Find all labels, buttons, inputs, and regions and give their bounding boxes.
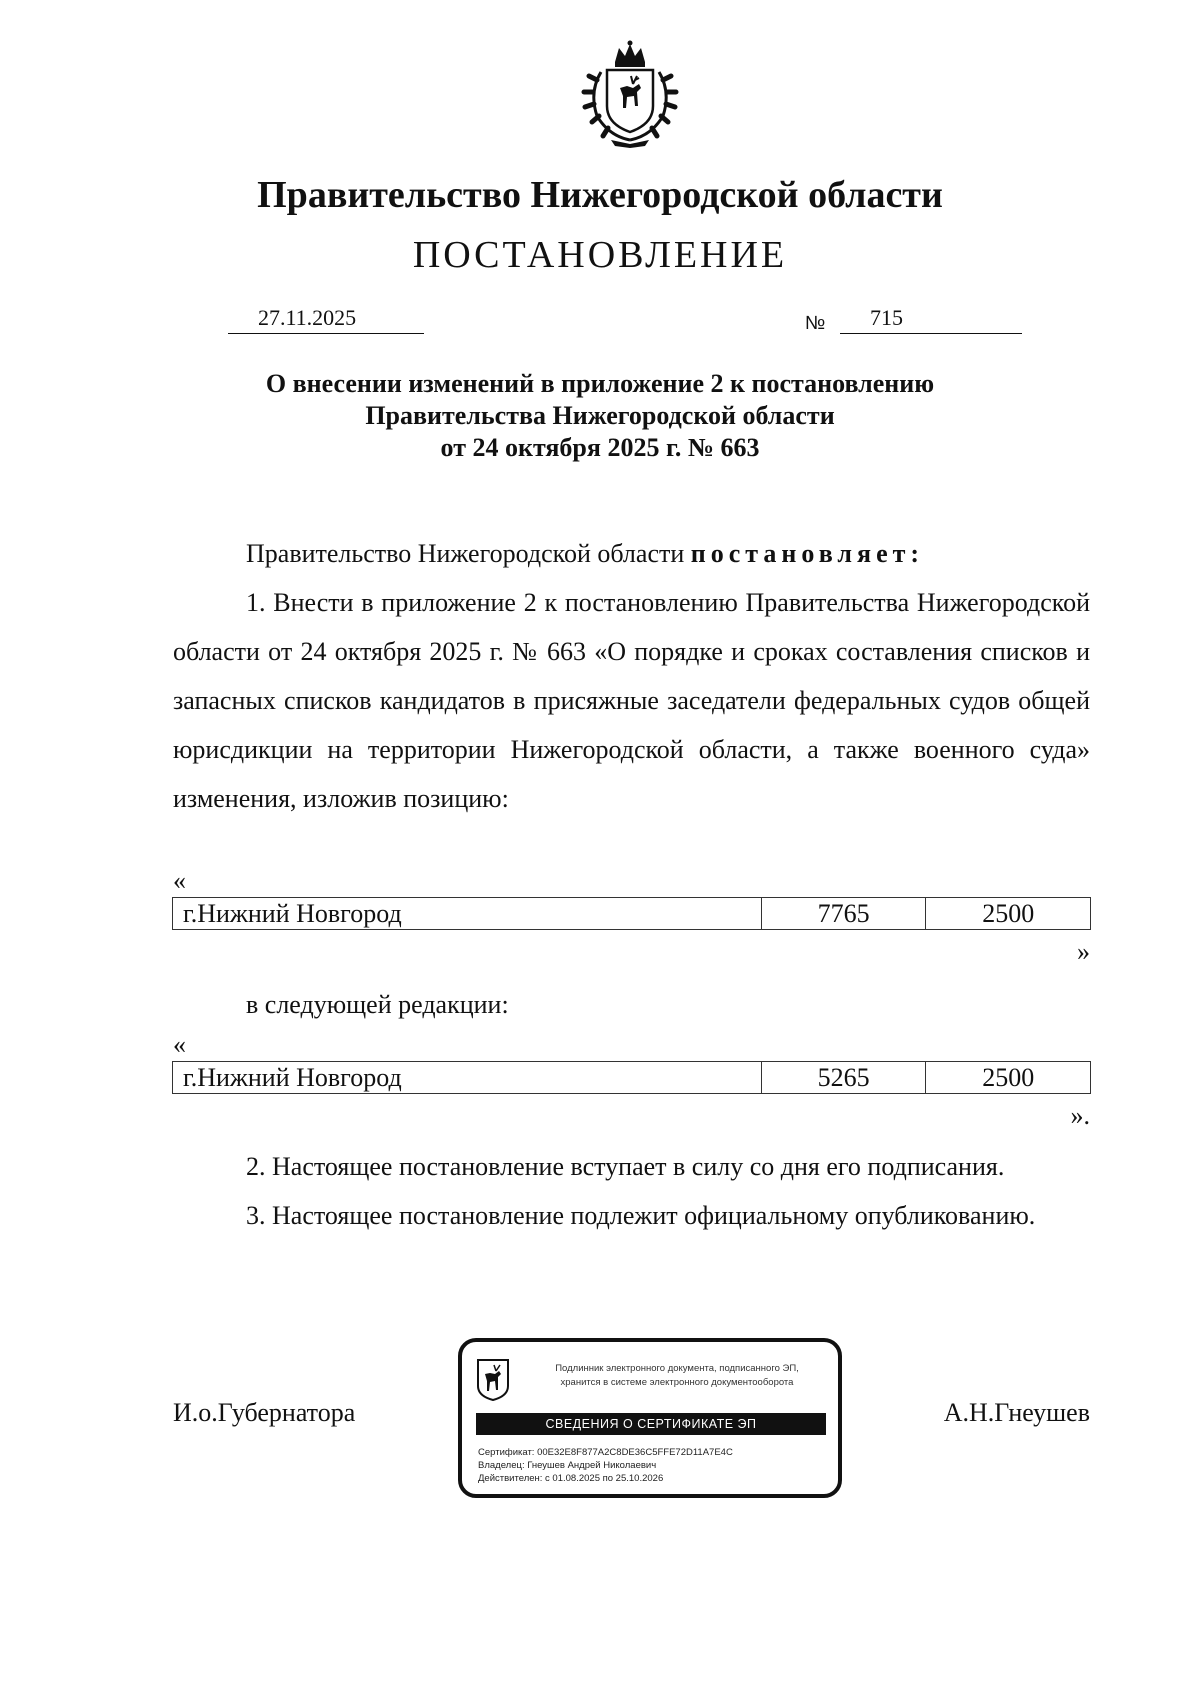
stamp-caption-line-1: Подлинник электронного документа, подписанного ЭП, [555, 1363, 799, 1374]
stamp-details [478, 1446, 733, 1485]
preamble-text: Правительство Нижегородской области [246, 539, 685, 568]
stamp-valid: Действителен: с 01.08.2025 по 25.10.2026 [478, 1473, 664, 1484]
new-quote-open: « [173, 1030, 186, 1059]
doc-date: 27.11.2025 [258, 305, 357, 330]
subject-line-2: Правительства Нижегородской области [365, 401, 835, 430]
new-position-table [172, 1061, 1091, 1094]
old-position-table [172, 897, 1091, 930]
doc-date-field [228, 303, 424, 334]
item-2-paragraph: 2. Настоящее постановление вступает в силу со дня его подписания. [246, 1152, 1005, 1181]
org-title: Правительство Нижегородской области [257, 174, 943, 216]
item-1-paragraph: 1. Внести в приложение 2 к постановлению Правительства Нижегородской области от 24 октября 2025 г. № 663 «О порядке и сроках составления списков и запасных списков кандидатов в присяжные заседатели федеральных судов общей юрисдикции на территории Нижегородской области, а также военного суда» изменения, изложив позицию: [173, 588, 1090, 813]
stamp-certificate: Сертификат: 00E32E8F877A2C8DE36C5FFE72D11A7E4C [478, 1447, 733, 1458]
old-row-name: г.Нижний Новгород [173, 898, 762, 930]
coat-of-arms-icon [476, 1358, 510, 1402]
number-sign: № [805, 313, 826, 334]
signer-name: А.Н.Гнеушев [943, 1398, 1090, 1427]
subject-line-1: О внесении изменений в приложение 2 к постановлению [265, 369, 935, 398]
preamble-paragraph [173, 529, 1090, 578]
old-row-value-2: 2500 [926, 898, 1091, 930]
doc-type-title: ПОСТАНОВЛЕНИЕ [412, 234, 788, 276]
coat-of-arms-emblem [575, 40, 685, 148]
new-quote-close: ». [1070, 1101, 1090, 1130]
new-row-value-1: 5265 [761, 1062, 926, 1094]
new-row-name: г.Нижний Новгород [173, 1062, 762, 1094]
old-quote-close: » [1077, 937, 1090, 966]
preamble-verb: постановляет: [690, 539, 925, 568]
doc-number-field [840, 303, 1022, 334]
table-row [173, 898, 1091, 930]
electronic-signature-stamp [458, 1338, 842, 1498]
item-3-paragraph: 3. Настоящее постановление подлежит официальному опубликованию. [246, 1201, 1036, 1230]
old-quote-open: « [173, 866, 186, 895]
doc-subject [0, 368, 1200, 464]
old-row-value-1: 7765 [761, 898, 926, 930]
doc-number: 715 [870, 305, 903, 330]
stamp-owner: Владелец: Гнеушев Андрей Николаевич [478, 1460, 657, 1471]
stamp-caption [522, 1362, 832, 1390]
table-row [173, 1062, 1091, 1094]
subject-line-3: от 24 октября 2025 г. № 663 [440, 433, 760, 462]
transition-text: в следующей редакции: [246, 990, 509, 1019]
signer-position: И.о.Губернатора [173, 1398, 356, 1427]
new-row-value-2: 2500 [926, 1062, 1091, 1094]
stamp-certificate-bar: СВЕДЕНИЯ О СЕРТИФИКАТЕ ЭП [476, 1413, 826, 1435]
stamp-caption-line-2: хранится в системе электронного документооборота [560, 1377, 794, 1388]
